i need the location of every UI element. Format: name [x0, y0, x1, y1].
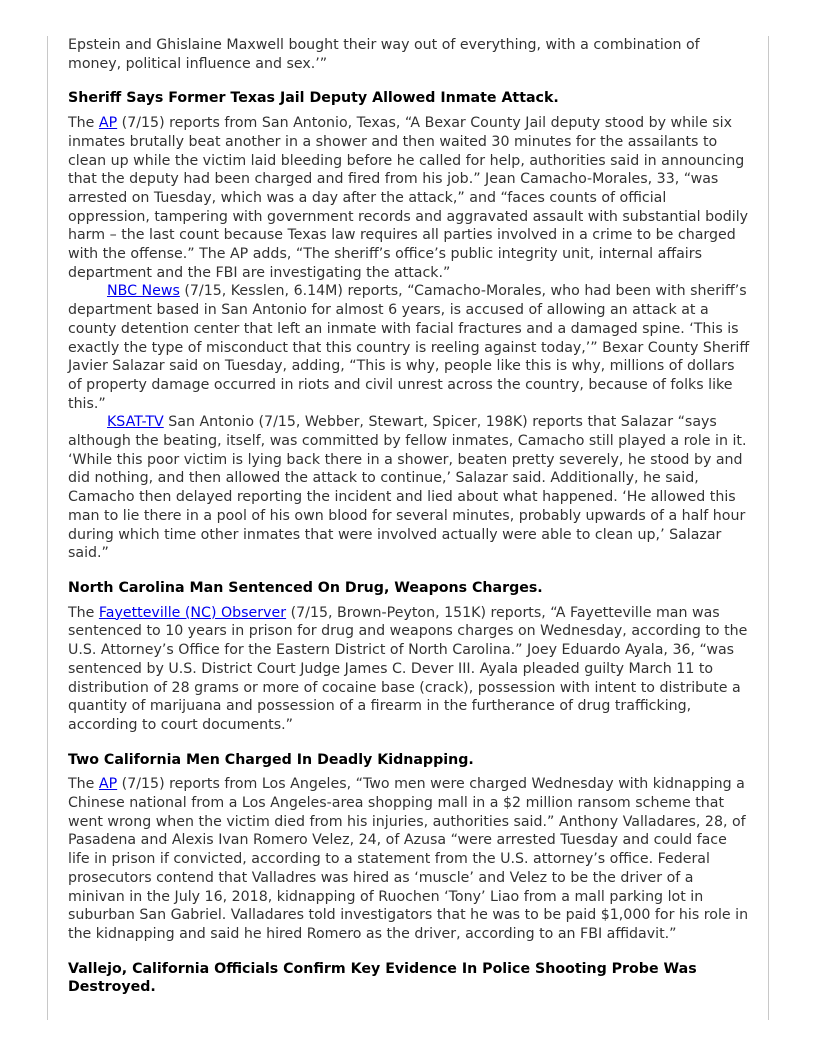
- source-link-nbc-news[interactable]: NBC News: [107, 283, 180, 300]
- article-paragraph: NBC News (7/15, Kesslen, 6.14M) reports, “Camacho-Morales, who had been with sheriff’s department based in San Antonio for almost 6 years, is accused of allowing an attack at a county detention center that left an inmate with facial fractures and a damaged spine. ‘This is exactly the type of misconduct that this country is reeling against today,’” Bexar County Sheriff Javier Salazar said on Tuesday, adding, “This is why, people like this is why, millions of dollars of property damage occurred in riots and civil unrest across the country, because of folks like this.”: [68, 283, 750, 412]
- left-margin-rule: [47, 36, 48, 1020]
- article-headline-texas-jail: Sheriff Says Former Texas Jail Deputy Allowed Inmate Attack.: [68, 90, 559, 107]
- source-link-ap[interactable]: AP: [98, 776, 118, 793]
- article-headline-north-carolina: North Carolina Man Sentenced On Drug, Weapons Charges.: [68, 579, 543, 596]
- article-headline-vallejo: Vallejo, California Officials Confirm Key Evidence In Police Shooting Probe Was Destroyed.: [68, 960, 697, 996]
- article-headline-california-kidnapping: Two California Men Charged In Deadly Kidnapping.: [68, 751, 474, 768]
- source-link-ap[interactable]: AP: [98, 115, 118, 132]
- source-link-ksat-tv[interactable]: KSAT-TV: [107, 414, 164, 431]
- article-paragraph: KSAT-TV San Antonio (7/15, Webber, Stewart, Spicer, 198K) reports that Salazar “says although the beating, itself, was committed by fellow inmates, Camacho still played a role in it. ‘While this poor victim is lying back there in a shower, beaten pretty severely, he stood by and did nothing, and then allowed the attack to continue,’ Salazar said. Additionally, he said, Camacho then delayed reporting the incident and lied about what happened. ‘He allowed this man to lie there in a pool of his own blood for several minutes, probably upwards of a half hour during which time other inmates that were involved actually were able to clean up,’ Salazar said.”: [68, 414, 747, 562]
- source-link-fayetteville-observer[interactable]: Fayetteville (NC) Observer: [98, 604, 287, 621]
- article-paragraph: The AP (7/15) reports from San Antonio, Texas, “A Bexar County Jail deputy stood by while six inmates brutally beat another in a shower and then waited 30 minutes for the assailants to clean up while the victim laid bleeding before he called for help, authorities said in announcing that the deputy had been charged and fired from his job.” Jean Camacho-Morales, 33, “was arrested on Tuesday, which was a day after the attack,” and “faces counts of official oppression, tampering with government records and aggravated assault with substantial bodily harm – the last count because Texas law requires all parties involved in a crime to be charged with the offense.” The AP adds, “The sheriff’s office’s public integrity unit, internal affairs department and the FBI are investigating the attack.”: [68, 115, 749, 281]
- carryover-paragraph: Epstein and Ghislaine Maxwell bought their way out of everything, with a combination of money, political influence and sex.’”: [68, 37, 700, 72]
- document-body: [68, 36, 752, 1003]
- article-paragraph: The Fayetteville (NC) Observer (7/15, Brown-Peyton, 151K) reports, “A Fayetteville man was sentenced to 10 years in prison for drug and weapons charges on Wednesday, according to the U.S. Attorney’s Office for the Eastern District of North Carolina.” Joey Eduardo Ayala, 36, “was sentenced by U.S. District Court Judge James C. Dever III. Ayala pleaded guilty March 11 to distribution of 28 grams or more of cocaine base (crack), possession with intent to distribute a quantity of marijuana and possession of a firearm in the furtherance of drug trafficking, according to court documents.”: [68, 604, 748, 733]
- article-paragraph: The AP (7/15) reports from Los Angeles, “Two men were charged Wednesday with kidnapping a Chinese national from a Los Angeles-area shopping mall in a $2 million ransom scheme that went wrong when the victim died from his injuries, authorities said.” Anthony Valladares, 28, of Pasadena and Alexis Ivan Romero Velez, 24, of Azusa “were arrested Tuesday and could face life in prison if convicted, according to a statement from the U.S. attorney’s office. Federal prosecutors contend that Valladres was hired as ‘muscle’ and Velez to be the driver of a minivan in the July 16, 2018, kidnapping of Ruochen ‘Tony’ Liao from a mall parking lot in suburban San Gabriel. Valladares told investigators that he was to be paid $1,000 for his role in the kidnapping and said he hired Romero as the driver, according to an FBI affidavit.”: [68, 776, 749, 942]
- right-margin-rule: [768, 36, 769, 1020]
